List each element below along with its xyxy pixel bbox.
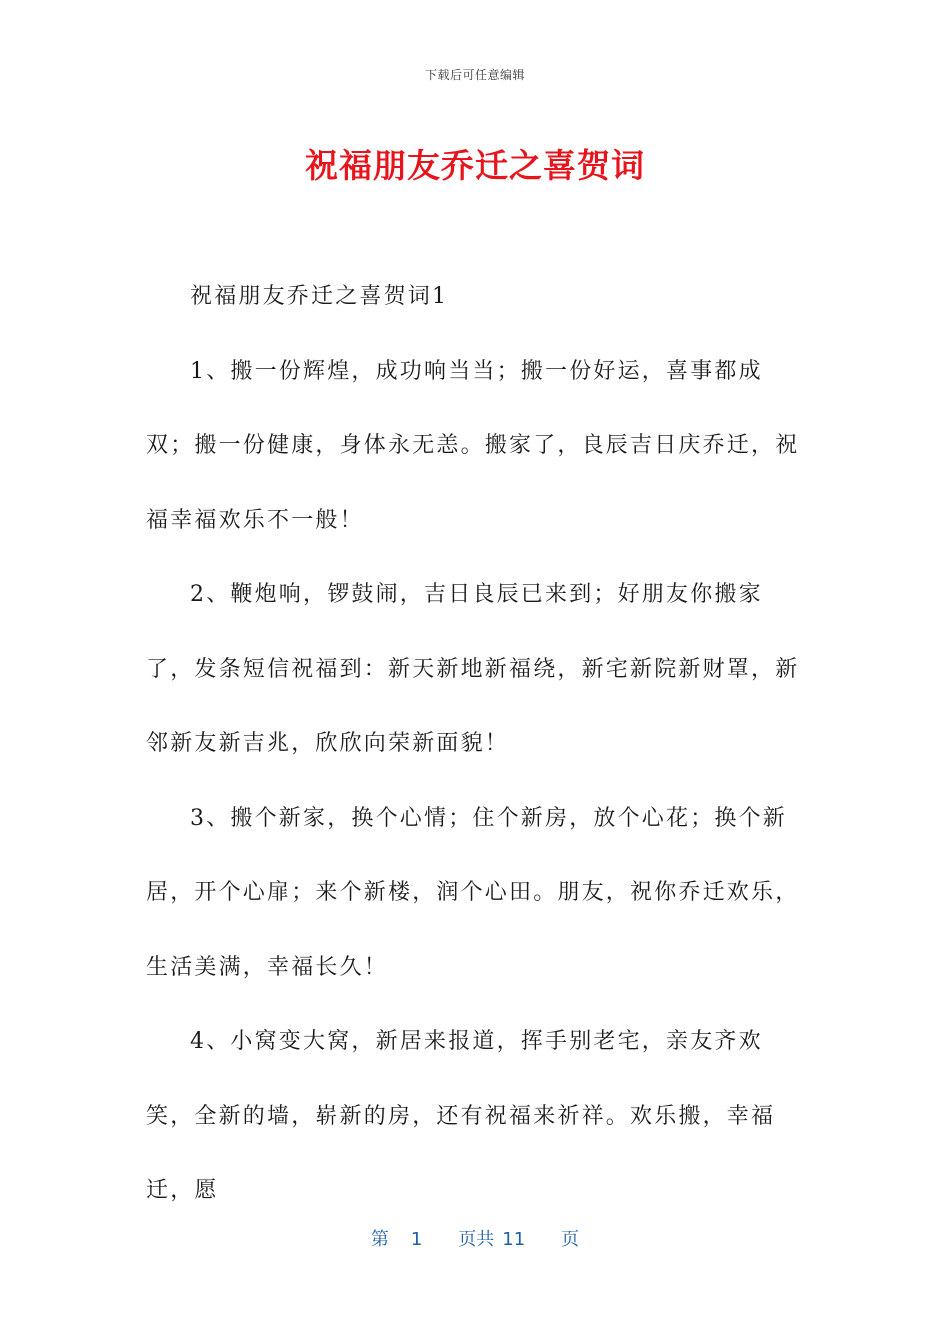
paragraph-4: 4、小窝变大窝，新居来报道，挥手别老宅，亲友齐欢笑，全新的墙，崭新的房，还有祝福来祈祥。欢乐搬，幸福迁，愿: [146, 1029, 776, 1203]
header-note: 下载后可任意编辑: [424, 68, 525, 82]
page-footer: [0, 1225, 950, 1251]
footer-page-suffix: 页: [561, 1229, 580, 1250]
document-body: [146, 260, 806, 1229]
footer-page-middle: 页共: [458, 1229, 495, 1250]
document-title: 祝福朋友乔迁之喜贺词: [305, 146, 645, 185]
paragraph-3: 3、搬个新家，换个心情；住个新房，放个心花；换个新居，开个心扉；来个新楼，润个心田。朋友，祝你乔迁欢乐，生活美满，幸福长久！: [146, 805, 800, 980]
section-heading: 祝福朋友乔迁之喜贺词1: [190, 284, 449, 309]
paragraph-1: 1、搬一份辉煌，成功响当当；搬一份好运，喜事都成双；搬一份健康，身体永无恙。搬家了，良辰吉日庆乔迁，祝福幸福欢乐不一般！: [146, 358, 800, 533]
footer-page-prefix: 第: [370, 1229, 389, 1250]
footer-page-number: 1: [410, 1229, 423, 1250]
paragraph-2: 2、鞭炮响，锣鼓闹，吉日良辰已来到；好朋友你搬家了，发条短信祝福到：新天新地新福绕，新宅新院新财罩，新邻新友新吉兆，欣欣向荣新面貌！: [146, 582, 800, 756]
footer-page-total: 11: [502, 1229, 526, 1250]
